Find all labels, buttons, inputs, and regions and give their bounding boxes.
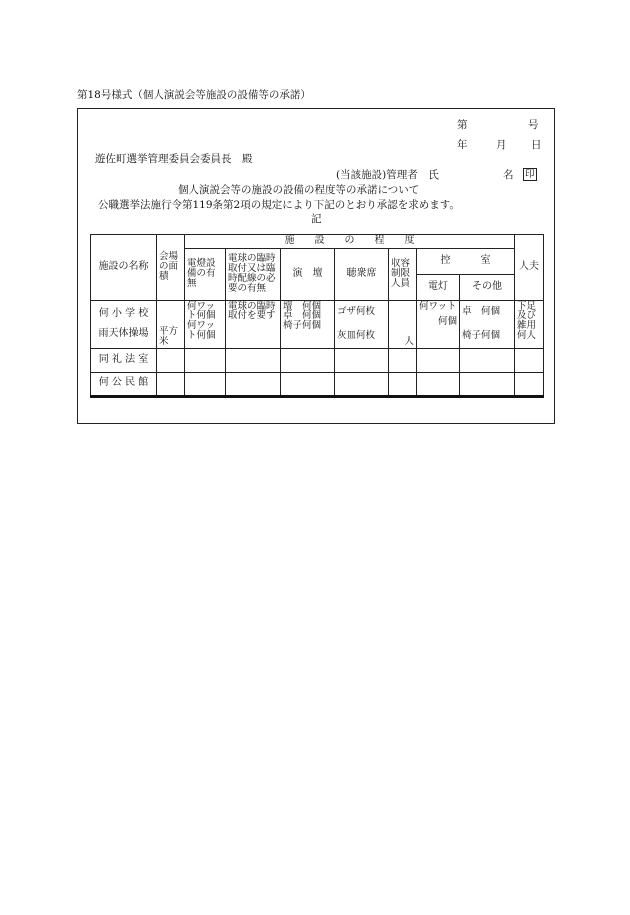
form-frame: [77, 108, 555, 424]
header-area: 会場の面積: [157, 235, 185, 301]
empty-cell: [460, 348, 515, 372]
facility-name: 何 小 学 校: [98, 307, 149, 319]
empty-cell: [281, 348, 335, 372]
header-stage: 演 壇: [281, 248, 335, 300]
facility-name-sub: 雨天体操場: [98, 328, 149, 339]
empty-cell: [185, 372, 226, 396]
empty-cell: [417, 348, 460, 372]
empty-cell: [335, 372, 389, 396]
area-cell: 平方米: [157, 300, 185, 348]
addressee: 遊佐町選挙管理委員会委員長 殿: [95, 153, 253, 165]
number-suffix: 号: [528, 119, 539, 131]
date-month: 月: [496, 139, 507, 151]
other-item-1: 卓 何個: [462, 306, 501, 318]
seal-box: [523, 168, 537, 181]
seats-cell: [335, 300, 389, 348]
table-row: [91, 372, 544, 396]
date-year: 年: [457, 139, 468, 151]
facility-name: 同 礼 法 室: [91, 348, 157, 372]
body-text: 公職選挙法施行令第119条第2項の規定により下記のとおり承認を求めます。: [98, 199, 460, 211]
empty-cell: [226, 348, 281, 372]
stage-item-1: 壇 何個: [283, 300, 322, 312]
header-facility-name: 施設の名称: [91, 235, 157, 301]
bulb-cell: 電球の臨時取付を要す: [226, 300, 281, 348]
table-row: [91, 300, 544, 348]
other-item-2: 椅子何個: [462, 330, 501, 341]
form-title: 第18号様式（個人演説会等施設の設備等の承諾）: [77, 89, 311, 101]
seats-item-1: ゴザ何枚: [337, 306, 376, 318]
light-item-2: 何個: [437, 316, 457, 328]
header-capacity: 収容制限人員: [389, 248, 417, 300]
empty-cell: [389, 372, 417, 396]
empty-cell: [185, 348, 226, 372]
header-workers: 人夫: [515, 235, 544, 301]
facility-name: 何 公 民 館: [91, 372, 157, 396]
facility-name-cell: [91, 300, 157, 348]
header-row-1: [91, 235, 544, 249]
workers-cell: 下足及び雑用何人: [515, 300, 544, 348]
empty-cell: [417, 372, 460, 396]
light-cell: [417, 300, 460, 348]
header-light: 電灯: [417, 274, 460, 300]
number-prefix: 第: [457, 119, 468, 131]
seal-mark: 印: [525, 169, 535, 180]
header-lamp: 電燈設備の有無: [185, 248, 226, 300]
table-row: [91, 348, 544, 372]
header-degree: 施 設 の 程 度: [185, 235, 515, 249]
name-label: 名: [503, 169, 514, 181]
empty-cell: [389, 348, 417, 372]
empty-cell: [226, 372, 281, 396]
ki-label: 記: [311, 213, 322, 225]
stage-cell: [281, 300, 335, 348]
empty-cell: [515, 348, 544, 372]
facility-table: [90, 234, 544, 398]
stage-item-2: 卓 何個: [283, 310, 322, 322]
stage-item-3: 椅子何個: [283, 320, 322, 332]
light-item-1: 何ワット: [419, 300, 457, 312]
empty-cell: [157, 348, 185, 372]
empty-cell: [460, 372, 515, 396]
manager-label: (当該施設)管理者 氏: [336, 169, 439, 181]
header-other: その他: [460, 274, 515, 300]
capacity-cell: 人: [389, 300, 417, 348]
header-bulb: 電球の臨時取付又は臨時配線の必要の有無: [226, 248, 281, 300]
subject-line: 個人演説会等の施設の設備の程度等の承諾について: [178, 184, 420, 196]
empty-cell: [157, 372, 185, 396]
header-seats: 聴衆席: [335, 248, 389, 300]
date-day: 日: [531, 139, 542, 151]
seats-item-2: 灰皿何枚: [337, 330, 376, 341]
header-waiting-room: 控 室: [417, 248, 515, 274]
other-cell: [460, 300, 515, 348]
empty-cell: [515, 372, 544, 396]
empty-cell: [281, 372, 335, 396]
lamp-cell: 何ワット何個何ワット何個: [185, 300, 226, 348]
empty-cell: [335, 348, 389, 372]
